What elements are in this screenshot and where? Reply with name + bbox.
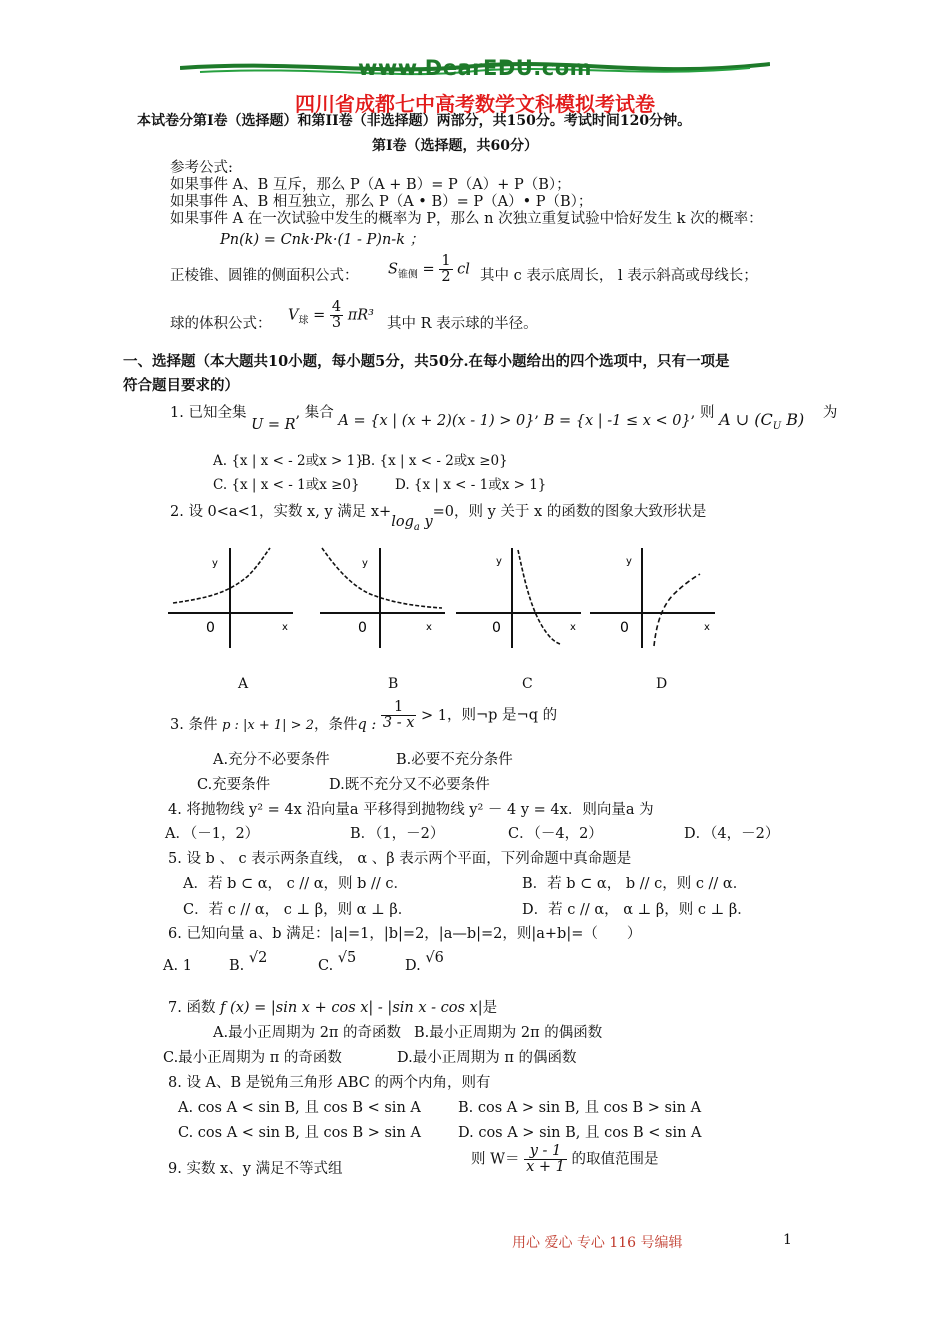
q3-q-prefix: q :	[357, 716, 377, 733]
graph-a	[168, 548, 298, 652]
q1-option-c: C. {x | x < - 1或x ≥0}	[213, 477, 360, 493]
q4-option-c: C．（－4，2）	[508, 826, 603, 842]
q6-option-a: A. 1	[163, 958, 192, 974]
q3-condition-p: p : |x + 1| > 2	[222, 717, 314, 733]
q3-stem-b: ，条件	[313, 716, 358, 733]
reference-line1: 如果事件 A、B 互斥，那么 P（A + B）= P（A）+ P（B）；	[170, 177, 571, 193]
q5-option-a: A．若 b ⊂ α， c // α，则 b // c．	[183, 876, 409, 892]
q3-option-b: B.必要不充分条件	[396, 752, 513, 768]
binomial-formula: Pn(k) = Cnk·Pk·(1 - P)n-k ；	[220, 232, 425, 248]
q7-expression: f (x) = |sin x + cos x| - |sin x - cos x|	[220, 1000, 483, 1016]
q6-stem: 6. 已知向量 a、b 满足：|a|=1，|b|=2，|a—b|=2，则|a+b|=（ ）	[168, 926, 642, 942]
graph-d-y-label: y	[626, 556, 632, 567]
q1-universal-set: U = R	[251, 417, 296, 433]
q8-option-d: D. cos A > sin B, 且 cos B < sin A	[458, 1125, 702, 1141]
q2-stem	[170, 500, 707, 533]
cone-formula-suffix: 其中 c 表示底周长， l 表示斜高或母线长；	[480, 268, 758, 284]
q7-stem-a: 7. 函数	[168, 1000, 216, 1016]
q9-fraction: $\frac{y - 1}{x + 1}$	[526, 1143, 565, 1176]
reference-line3: 如果事件 A 在一次试验中发生的概率为 P，那么 n 次独立重复试验中恰好发生 k 次的概率：	[170, 211, 763, 227]
fraction-four-thirds: $\frac{4}{3}$	[331, 299, 342, 332]
reference-line2: 如果事件 A、B 相互独立，那么 P（A • B）= P（A）• P（B）；	[170, 194, 593, 210]
header-logo	[180, 56, 770, 88]
q3-stem	[170, 700, 557, 731]
graph-b-origin: 0	[358, 620, 367, 636]
graph-c-x-label: x	[570, 622, 576, 633]
q8-option-a: A. cos A < sin B, 且 cos B < sin A	[178, 1100, 421, 1116]
sphere-sub: 球	[298, 315, 309, 327]
q7-stem	[168, 996, 497, 1017]
q3-stem-c: ，则¬p 是¬q 的	[447, 707, 558, 724]
footer-text: 用心 爱心 专心 116 号编辑	[512, 1235, 683, 1251]
sphere-formula: $V_球$ = $\frac{4}{3}$ πR³	[288, 299, 374, 332]
graph-c-y-label: y	[496, 556, 502, 567]
q7-stem-b: 是	[482, 1000, 498, 1016]
q5-option-b: B．若 b ⊂ α， b // c，则 c // α．	[522, 876, 748, 892]
q6-option-c: C. √5	[318, 950, 357, 974]
q1-expression: A ∪ ($C_U$ B)	[719, 410, 805, 433]
page-title: 四川省成都七中高考数学文科模拟考试卷	[295, 92, 655, 116]
graph-d	[590, 548, 720, 652]
q1-set-a: A = {x | (x + 2)(x - 1) > 0}	[338, 413, 535, 429]
q1-stem-b: , 集合	[295, 405, 334, 421]
q4-option-a: A．（－1，2）	[165, 826, 260, 842]
q4-option-b: B．（1，－2）	[350, 826, 445, 842]
graph-label-c: C	[522, 676, 533, 692]
q1-option-d: D. {x | x < - 1或x > 1}	[395, 477, 547, 493]
q9-stem-c: 的取值范围是	[571, 1151, 659, 1168]
q3-stem-a: 3. 条件	[170, 716, 218, 733]
q1-stem-d: 为	[822, 405, 838, 421]
cone-lhs: S	[388, 261, 398, 278]
section1-line1: 一、选择题（本大题共10小题，每小题5分，共50分.在每小题给出的四个选项中，只有一项是	[123, 353, 730, 370]
intro-text: 本试卷分第Ⅰ卷（选择题）和第II卷（非选择题）两部分，共150分。考试时间120分钟。	[137, 113, 692, 129]
q3-q-suffix: > 1	[421, 707, 447, 724]
q5-stem: 5. 设 b 、 c 表示两条直线， α 、β 表示两个平面，下列命题中真命题是	[168, 851, 632, 867]
q9-stem	[471, 1144, 659, 1175]
graph-a-origin: 0	[206, 620, 215, 636]
q2-stem-b: =0，则 y 关于 x 的函数的图象大致形状是	[432, 504, 707, 520]
q5-option-d: D．若 c // α， α ⊥ β，则 c ⊥ β．	[522, 902, 752, 918]
q3-option-d: D.既不充分又不必要条件	[329, 777, 490, 793]
q2-stem-a: 2. 设 0<a<1，实数 x, y 满足 x+	[170, 504, 392, 520]
q1-stem-a: 1. 已知全集	[170, 405, 247, 421]
sphere-formula-suffix: 其中 R 表示球的半径。	[387, 316, 538, 332]
graph-label-b: B	[388, 676, 399, 692]
q9-stem-b: 则 W＝	[471, 1151, 520, 1168]
q7-option-a: A.最小正周期为 2π 的奇函数	[213, 1025, 402, 1041]
q7-option-b: B.最小正周期为 2π 的偶函数	[414, 1025, 603, 1041]
graph-b-x-label: x	[426, 622, 432, 633]
q8-stem: 8. 设 A、B 是锐角三角形 ABC 的两个内角，则有	[168, 1075, 491, 1091]
q3-option-c: C.充要条件	[197, 777, 271, 793]
site-name: www.DearEDU.com	[357, 56, 593, 80]
cone-rhs: cl	[457, 261, 470, 278]
q4-option-d: D．（4，－2）	[684, 826, 780, 842]
q3-fraction: $\frac{1}{3 - x}$	[382, 699, 415, 732]
q1-stem: 1. 已知全集 U = R, 集合 A = {x | (x + 2)(x - 1) > 0}, B = {x | -1 ≤ x < 0}, 则 A ∪ ($C_U$ B) 为	[170, 405, 838, 433]
cone-formula-prefix: 正棱锥、圆锥的侧面积公式：	[170, 268, 359, 284]
graph-b	[320, 548, 450, 652]
graph-label-a: A	[238, 676, 249, 692]
q1-option-b: B. {x | x < - 2或x ≥0}	[361, 453, 508, 469]
graph-a-x-label: x	[282, 622, 288, 633]
q2-log: $\log_a y$	[391, 514, 433, 533]
reference-heading: 参考公式:	[170, 160, 233, 176]
q7-option-c: C.最小正周期为 π 的奇函数	[163, 1050, 342, 1066]
sphere-rhs: πR³	[347, 307, 374, 324]
graph-d-x-label: x	[704, 622, 710, 633]
q5-option-c: C．若 c // α， c ⊥ β，则 α ⊥ β．	[183, 902, 413, 918]
section1-line2: 符合题目要求的）	[123, 377, 239, 394]
graph-c-origin: 0	[492, 620, 501, 636]
page-number: 1	[783, 1232, 792, 1248]
q1-set-b: B = {x | -1 ≤ x < 0}	[543, 413, 691, 429]
q6-option-d: D. √6	[405, 950, 444, 974]
graph-d-origin: 0	[620, 620, 629, 636]
sphere-lhs: V	[288, 307, 299, 324]
graph-a-y-label: y	[212, 558, 218, 569]
q6-option-b: B. √2	[229, 950, 268, 974]
q9-stem-a: 9. 实数 x、y 满足不等式组	[168, 1161, 343, 1177]
q3-option-a: A.充分不必要条件	[213, 752, 330, 768]
sphere-formula-prefix: 球的体积公式：	[170, 316, 272, 332]
part1-title: 第Ⅰ卷（选择题，共60分）	[372, 138, 539, 154]
graph-label-d: D	[656, 676, 668, 692]
graph-b-y-label: y	[362, 558, 368, 569]
graph-c	[456, 548, 586, 652]
q1-stem-c: , 则	[690, 405, 715, 421]
q8-option-b: B. cos A > sin B, 且 cos B > sin A	[458, 1100, 702, 1116]
cone-formula: $S_{锥侧}$ = $\frac{1}{2}$ cl	[388, 253, 470, 286]
cone-sub: 锥侧	[397, 269, 418, 281]
q4-stem: 4. 将抛物线 y² = 4x 沿向量a 平移得到抛物线 y² － 4 y = 4x．则向量a 为	[168, 802, 654, 818]
q1-option-a: A. {x | x < - 2或x > 1}	[213, 453, 364, 469]
q7-option-d: D.最小正周期为 π 的偶函数	[397, 1050, 577, 1066]
q8-option-c: C. cos A < sin B, 且 cos B > sin A	[178, 1125, 421, 1141]
fraction-half: $\frac{1}{2}$	[441, 253, 451, 286]
